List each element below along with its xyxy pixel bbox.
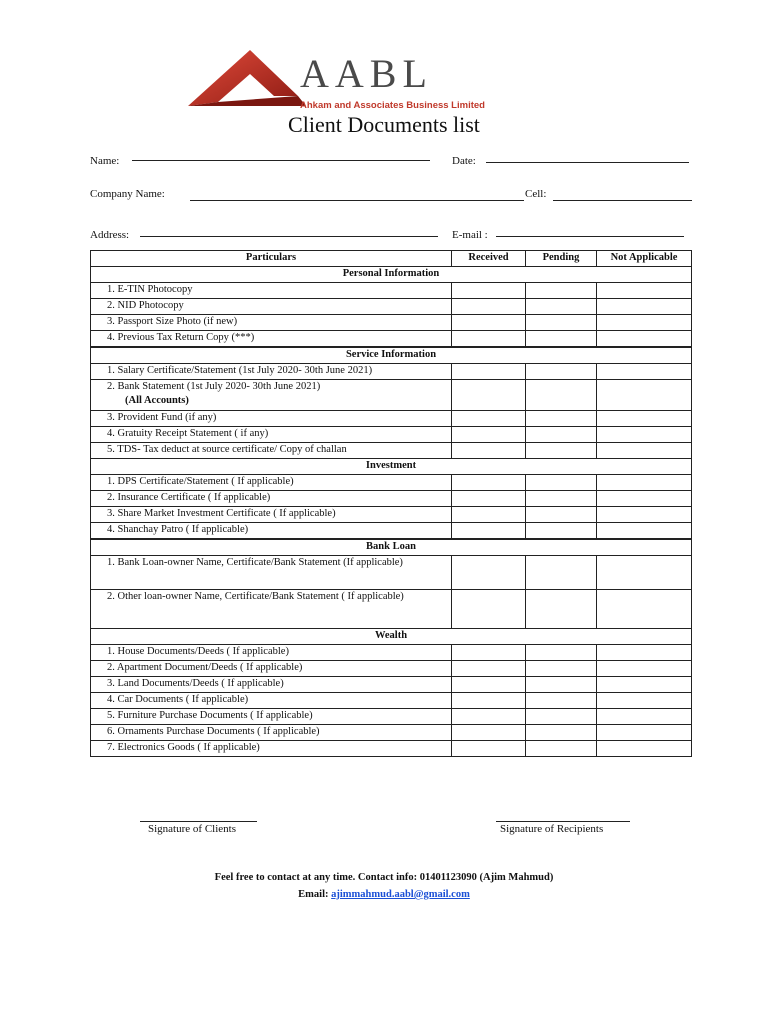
not-applicable-cell[interactable] [597, 380, 692, 411]
pending-cell[interactable] [526, 475, 597, 491]
received-cell[interactable] [452, 283, 526, 299]
table-row [91, 693, 692, 709]
item-label: 5. TDS- Tax deduct at source certificate/ Copy of challan [91, 443, 452, 459]
table-row [91, 491, 692, 507]
table-row [91, 380, 692, 411]
email-prefix: Email: [298, 889, 329, 900]
table-row [91, 709, 692, 725]
received-cell[interactable] [452, 507, 526, 523]
table-row [91, 507, 692, 523]
pending-cell[interactable] [526, 443, 597, 459]
company-name-label: Company Name: [90, 188, 165, 200]
section-wealth: Wealth [91, 629, 692, 645]
pending-cell[interactable] [526, 523, 597, 540]
item-label: 2. Other loan-owner Name, Certificate/Bank Statement ( If applicable) [91, 590, 452, 629]
received-cell[interactable] [452, 443, 526, 459]
received-cell[interactable] [452, 299, 526, 315]
received-cell[interactable] [452, 491, 526, 507]
table-row [91, 411, 692, 427]
item-label: 1. DPS Certificate/Statement ( If applicable) [91, 475, 452, 491]
pending-cell[interactable] [526, 741, 597, 757]
name-field[interactable] [132, 160, 430, 161]
pending-cell[interactable] [526, 693, 597, 709]
section-bank-loan: Bank Loan [91, 539, 692, 556]
pending-cell[interactable] [526, 677, 597, 693]
not-applicable-cell[interactable] [597, 645, 692, 661]
page-title: Client Documents list [288, 112, 480, 137]
all-accounts-note: (All Accounts) [125, 395, 189, 406]
received-cell[interactable] [452, 661, 526, 677]
item-label: 2. NID Photocopy [91, 299, 452, 315]
table-row [91, 299, 692, 315]
col-header-particulars: Particulars [91, 251, 452, 267]
not-applicable-cell[interactable] [597, 475, 692, 491]
received-cell[interactable] [452, 725, 526, 741]
table-row [91, 661, 692, 677]
received-cell[interactable] [452, 427, 526, 443]
pending-cell[interactable] [526, 364, 597, 380]
pending-cell[interactable] [526, 709, 597, 725]
pending-cell[interactable] [526, 427, 597, 443]
received-cell[interactable] [452, 315, 526, 331]
table-row [91, 741, 692, 757]
pending-cell[interactable] [526, 315, 597, 331]
not-applicable-cell[interactable] [597, 315, 692, 331]
not-applicable-cell[interactable] [597, 299, 692, 315]
received-cell[interactable] [452, 693, 526, 709]
not-applicable-cell[interactable] [597, 427, 692, 443]
table-row [91, 315, 692, 331]
contact-email-line [0, 889, 768, 900]
pending-cell[interactable] [526, 299, 597, 315]
table-row [91, 475, 692, 491]
col-header-received: Received [452, 251, 526, 267]
item-label: 4. Shanchay Patro ( If applicable) [91, 523, 452, 540]
pending-cell[interactable] [526, 661, 597, 677]
documents-table [90, 250, 692, 757]
not-applicable-cell[interactable] [597, 283, 692, 299]
table-row [91, 427, 692, 443]
not-applicable-cell[interactable] [597, 693, 692, 709]
received-cell[interactable] [452, 380, 526, 411]
received-cell[interactable] [452, 556, 526, 590]
item-label: 3. Share Market Investment Certificate ( If applicable) [91, 507, 452, 523]
col-header-not-applicable: Not Applicable [597, 251, 692, 267]
table-row [91, 645, 692, 661]
item-label: 4. Gratuity Receipt Statement ( if any) [91, 427, 452, 443]
logo-subtitle: Ahkam and Associates Business Limited [300, 100, 485, 111]
received-cell[interactable] [452, 645, 526, 661]
pending-cell[interactable] [526, 590, 597, 629]
item-label: 4. Previous Tax Return Copy (***) [91, 331, 452, 348]
pending-cell[interactable] [526, 331, 597, 348]
not-applicable-cell[interactable] [597, 661, 692, 677]
not-applicable-cell[interactable] [597, 677, 692, 693]
not-applicable-cell[interactable] [597, 590, 692, 629]
pending-cell[interactable] [526, 725, 597, 741]
address-label: Address: [90, 229, 130, 241]
table-row [91, 523, 692, 540]
not-applicable-cell[interactable] [597, 331, 692, 348]
table-row [91, 677, 692, 693]
table-row [91, 443, 692, 459]
table-row [91, 283, 692, 299]
client-signature-label: Signature of Clients [148, 823, 236, 835]
pending-cell[interactable] [526, 556, 597, 590]
received-cell[interactable] [452, 364, 526, 380]
item-label: 3. Provident Fund (if any) [91, 411, 452, 427]
not-applicable-cell[interactable] [597, 523, 692, 540]
section-personal-information: Personal Information [91, 267, 692, 283]
cell-field[interactable] [553, 200, 692, 201]
date-field[interactable] [486, 162, 689, 163]
item-label: 3. Passport Size Photo (if new) [91, 315, 452, 331]
email-label: E-mail : [452, 229, 488, 241]
received-cell[interactable] [452, 411, 526, 427]
received-cell[interactable] [452, 677, 526, 693]
received-cell[interactable] [452, 523, 526, 540]
col-header-pending: Pending [526, 251, 597, 267]
email-field[interactable] [496, 236, 684, 237]
client-signature-line[interactable] [140, 821, 257, 822]
cell-label: Cell: [525, 188, 547, 200]
table-row [91, 590, 692, 629]
address-field[interactable] [140, 236, 438, 237]
email-link[interactable]: ajimmahmud.aabl@gmail.com [331, 889, 470, 900]
company-name-field[interactable] [190, 200, 524, 201]
received-cell[interactable] [452, 709, 526, 725]
not-applicable-cell[interactable] [597, 725, 692, 741]
item-label [91, 380, 452, 411]
not-applicable-cell[interactable] [597, 491, 692, 507]
not-applicable-cell[interactable] [597, 709, 692, 725]
section-investment: Investment [91, 459, 692, 475]
item-label: 1. Salary Certificate/Statement (1st July 2020- 30th June 2021) [91, 364, 452, 380]
received-cell[interactable] [452, 741, 526, 757]
item-label: 6. Ornaments Purchase Documents ( If applicable) [91, 725, 452, 741]
item-label: 5. Furniture Purchase Documents ( If applicable) [91, 709, 452, 725]
not-applicable-cell[interactable] [597, 741, 692, 757]
item-label: 2. Apartment Document/Deeds ( If applicable) [91, 661, 452, 677]
not-applicable-cell[interactable] [597, 411, 692, 427]
section-service-information: Service Information [91, 347, 692, 364]
pending-cell[interactable] [526, 380, 597, 411]
table-row [91, 364, 692, 380]
name-label: Name: [90, 155, 120, 167]
not-applicable-cell[interactable] [597, 364, 692, 380]
not-applicable-cell[interactable] [597, 443, 692, 459]
pending-cell[interactable] [526, 411, 597, 427]
item-label: 1. House Documents/Deeds ( If applicable) [91, 645, 452, 661]
received-cell[interactable] [452, 331, 526, 348]
pending-cell[interactable] [526, 507, 597, 523]
item-label: 7. Electronics Goods ( If applicable) [91, 741, 452, 757]
not-applicable-cell[interactable] [597, 507, 692, 523]
recipient-signature-line[interactable] [496, 821, 630, 822]
pending-cell[interactable] [526, 283, 597, 299]
pending-cell[interactable] [526, 645, 597, 661]
recipient-signature-label: Signature of Recipients [500, 823, 604, 835]
logo-text: AABL [300, 51, 433, 96]
pending-cell[interactable] [526, 491, 597, 507]
item-text: 2. Bank Statement (1st July 2020- 30th June 2021) [107, 381, 321, 392]
table-row [91, 331, 692, 348]
not-applicable-cell[interactable] [597, 556, 692, 590]
received-cell[interactable] [452, 475, 526, 491]
item-label: 1. E-TIN Photocopy [91, 283, 452, 299]
received-cell[interactable] [452, 590, 526, 629]
table-row [91, 556, 692, 590]
item-label: 2. Insurance Certificate ( If applicable) [91, 491, 452, 507]
contact-info: Feel free to contact at any time. Contact info: 01401123090 (Ajim Mahmud) [214, 872, 554, 883]
item-label: 3. Land Documents/Deeds ( If applicable) [91, 677, 452, 693]
item-label: 1. Bank Loan-owner Name, Certificate/Bank Statement (If applicable) [91, 556, 452, 590]
table-header-row [91, 251, 692, 267]
item-label: 4. Car Documents ( If applicable) [91, 693, 452, 709]
date-label: Date: [452, 155, 476, 167]
table-row [91, 725, 692, 741]
